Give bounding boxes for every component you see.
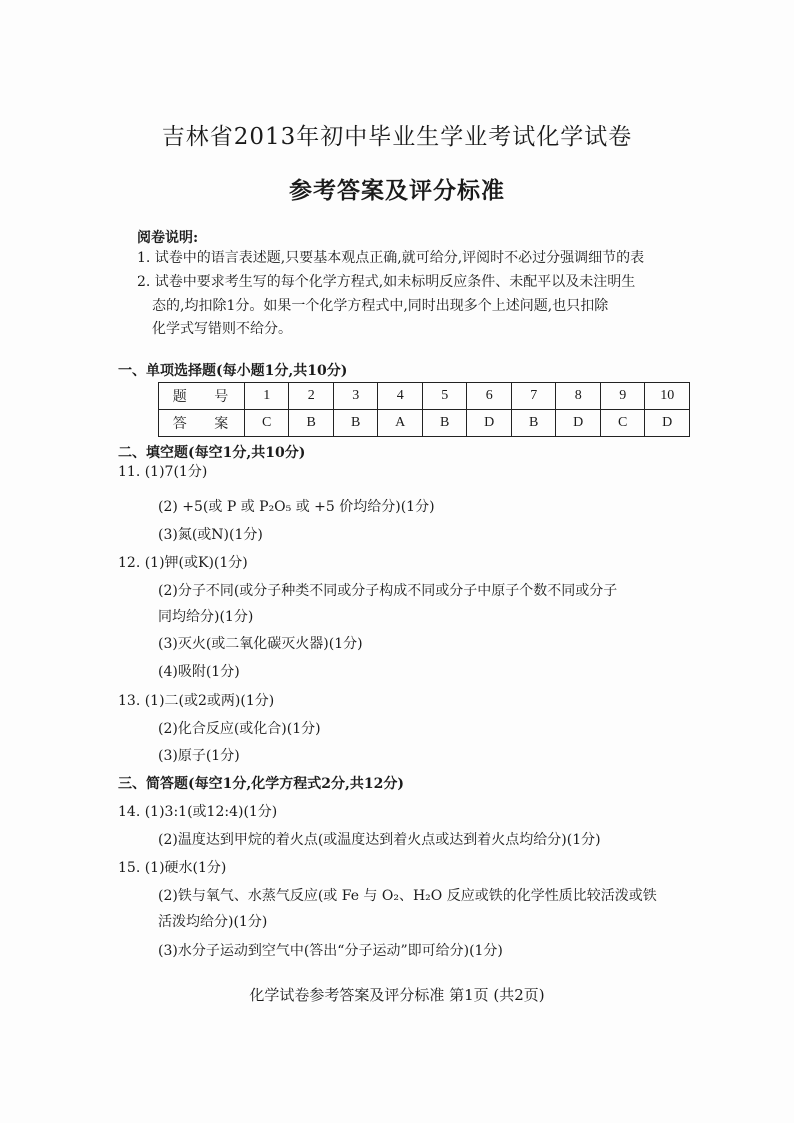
notes-heading: 阅卷说明: xyxy=(137,230,199,246)
row-label-answer: 答 案 xyxy=(159,410,245,437)
note-line: 化学式写错则不给分。 xyxy=(152,321,292,337)
table-cell: B xyxy=(422,410,467,437)
answer-table xyxy=(158,382,690,437)
answer-line: 11. (1)7(1分) xyxy=(118,464,208,480)
table-cell: B xyxy=(289,410,334,437)
section2-heading: 二、填空题(每空1分,共10分) xyxy=(118,445,306,461)
table-cell: A xyxy=(378,410,423,437)
table-cell: 1 xyxy=(244,383,289,410)
note-line: 1. 试卷中的语言表述题,只要基本观点正确,就可给分,评阅时不必过分强调细节的表 xyxy=(137,250,645,266)
answer-line: (3)原子(1分) xyxy=(158,748,240,764)
note-line: 态的,均扣除1分。如果一个化学方程式中,同时出现多个上述问题,也只扣除 xyxy=(152,298,609,314)
answer-line: 活泼均给分)(1分) xyxy=(158,914,268,930)
answer-line: 14. (1)3:1(或12:4)(1分) xyxy=(118,804,278,820)
answer-line: (2) +5(或 P 或 P₂O₅ 或 +5 价均给分)(1分) xyxy=(158,499,435,515)
table-cell: D xyxy=(645,410,690,437)
table-cell: 2 xyxy=(289,383,334,410)
table-row-answers xyxy=(159,410,690,437)
answer-line: (2)分子不同(或分子种类不同或分子构成不同或分子中原子个数不同或分子 xyxy=(158,583,618,599)
section3-heading: 三、简答题(每空1分,化学方程式2分,共12分) xyxy=(118,776,404,792)
note-line: 2. 试卷中要求考生写的每个化学方程式,如未标明反应条件、未配平以及未注明生 xyxy=(137,274,636,290)
answer-line: (2)铁与氧气、水蒸气反应(或 Fe 与 O₂、H₂O 反应或铁的化学性质比较活泼或铁 xyxy=(158,888,657,904)
answer-line: (3)水分子运动到空气中(答出“分子运动”即可给分)(1分) xyxy=(158,943,503,959)
table-cell: 7 xyxy=(511,383,556,410)
row-label-number: 题 号 xyxy=(159,383,245,410)
table-cell: 4 xyxy=(378,383,423,410)
page-title: 吉林省2013年初中毕业生学业考试化学试卷 xyxy=(161,124,633,150)
table-cell: C xyxy=(600,410,645,437)
answer-line: (3)氮(或N)(1分) xyxy=(158,527,263,543)
page-subtitle: 参考答案及评分标准 xyxy=(289,177,505,204)
table-cell: 5 xyxy=(422,383,467,410)
answer-line: (3)灭火(或二氧化碳灭火器)(1分) xyxy=(158,636,363,652)
page-footer: 化学试卷参考答案及评分标准 第1页 (共2页) xyxy=(249,986,545,1004)
table-cell: 8 xyxy=(556,383,601,410)
table-cell: 10 xyxy=(645,383,690,410)
answer-line: 15. (1)硬水(1分) xyxy=(118,860,227,876)
answer-line: 12. (1)钾(或K)(1分) xyxy=(118,555,248,571)
table-cell: D xyxy=(556,410,601,437)
answer-line: 13. (1)二(或2或两)(1分) xyxy=(118,693,275,709)
table-cell: 9 xyxy=(600,383,645,410)
answer-line: (4)吸附(1分) xyxy=(158,664,240,680)
table-cell: D xyxy=(467,410,512,437)
section1-heading: 一、单项选择题(每小题1分,共10分) xyxy=(118,363,348,379)
table-cell: B xyxy=(333,410,378,437)
table-cell: C xyxy=(244,410,289,437)
table-row-numbers xyxy=(159,383,690,410)
answer-line: (2)温度达到甲烷的着火点(或温度达到着火点或达到着火点均给分)(1分) xyxy=(158,832,601,848)
answer-line: 同均给分)(1分) xyxy=(158,609,254,625)
table-cell: 6 xyxy=(467,383,512,410)
table-cell: B xyxy=(511,410,556,437)
table-cell: 3 xyxy=(333,383,378,410)
answer-line: (2)化合反应(或化合)(1分) xyxy=(158,721,321,737)
